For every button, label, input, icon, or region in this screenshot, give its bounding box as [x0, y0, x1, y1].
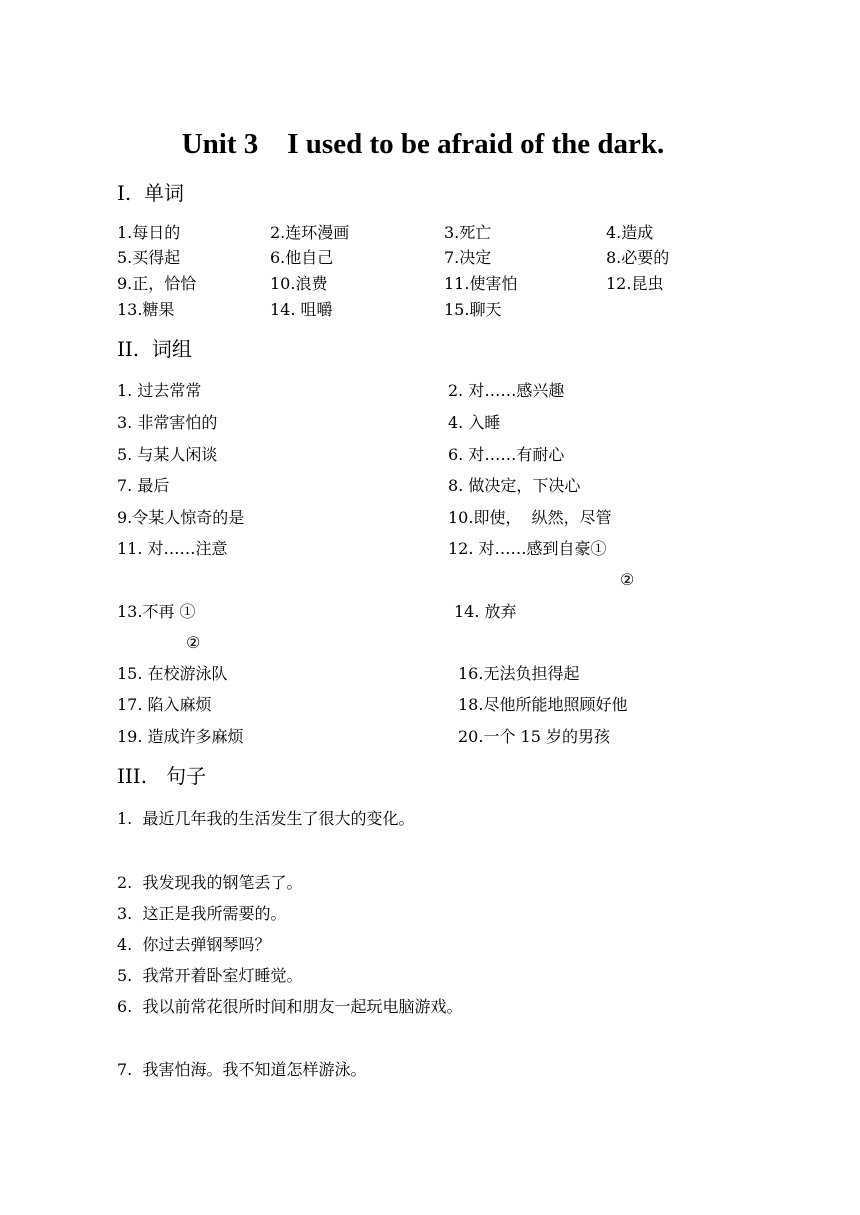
word-item: 13.糖果 [117, 300, 175, 319]
sentence-item: 4. 你过去弹钢琴吗？ [117, 935, 271, 954]
phrase-item: 4. 入睡 [448, 413, 501, 432]
phrase-item: 20.一个 15 岁的男孩 [458, 727, 610, 746]
section-heading-sentences: III. 句子 [117, 764, 207, 788]
phrase-item: 13.不再 ① [117, 602, 196, 621]
word-item: 10.浪费 [270, 274, 328, 293]
phrase-item: 14. 放弃 [454, 602, 517, 621]
word-item: 9.正，恰恰 [117, 274, 197, 293]
phrase-item: 10.即使， 纵然，尽管 [448, 508, 612, 527]
sentence-item: 1. 最近几年我的生活发生了很大的变化。 [117, 809, 415, 828]
word-item: 2.连环漫画 [270, 223, 350, 242]
word-item: 1.每日的 [117, 223, 181, 242]
sentence-item: 2. 我发现我的钢笔丢了。 [117, 873, 303, 892]
section-heading-words: I. 单词 [117, 181, 184, 205]
phrase-blank-marker: ② [620, 570, 635, 589]
word-item: 7.决定 [444, 248, 492, 267]
word-item: 8.必要的 [606, 248, 670, 267]
phrase-item: 3. 非常害怕的 [117, 413, 218, 432]
page-title: Unit 3 I used to be afraid of the dark. [181, 128, 665, 160]
word-item: 11.使害怕 [444, 274, 518, 293]
sentence-item: 6. 我以前常花很所时间和朋友一起玩电脑游戏。 [117, 997, 463, 1016]
phrase-item: 17. 陷入麻烦 [117, 695, 212, 714]
word-item: 15.聊天 [444, 300, 502, 319]
phrase-item: 2. 对……感兴趣 [448, 381, 565, 400]
word-item: 5.买得起 [117, 248, 181, 267]
phrase-item: 16.无法负担得起 [458, 664, 580, 683]
word-item: 14. 咀嚼 [270, 300, 333, 319]
word-item: 3.死亡 [444, 223, 492, 242]
phrase-item: 12. 对……感到自豪① [448, 539, 607, 558]
section-heading-phrases: II. 词组 [117, 337, 192, 361]
word-item: 6.他自己 [270, 248, 334, 267]
phrase-item: 11. 对……注意 [117, 539, 228, 558]
phrase-item: 1. 过去常常 [117, 381, 202, 400]
sentence-item: 5. 我常开着卧室灯睡觉。 [117, 966, 303, 985]
word-item: 12.昆虫 [606, 274, 664, 293]
phrase-item: 19. 造成许多麻烦 [117, 727, 244, 746]
word-item: 4.造成 [606, 223, 654, 242]
sentence-item: 7. 我害怕海。我不知道怎样游泳。 [117, 1060, 367, 1079]
phrase-item: 18.尽他所能地照顾好他 [458, 695, 628, 714]
phrase-blank-marker: ② [186, 633, 201, 652]
phrase-item: 5. 与某人闲谈 [117, 445, 218, 464]
phrase-item: 9.令某人惊奇的是 [117, 508, 245, 527]
sentence-item: 3. 这正是我所需要的。 [117, 904, 287, 923]
phrase-item: 15. 在校游泳队 [117, 664, 228, 683]
phrase-item: 7. 最后 [117, 476, 170, 495]
phrase-item: 6. 对……有耐心 [448, 445, 565, 464]
phrase-item: 8. 做决定，下决心 [448, 476, 581, 495]
